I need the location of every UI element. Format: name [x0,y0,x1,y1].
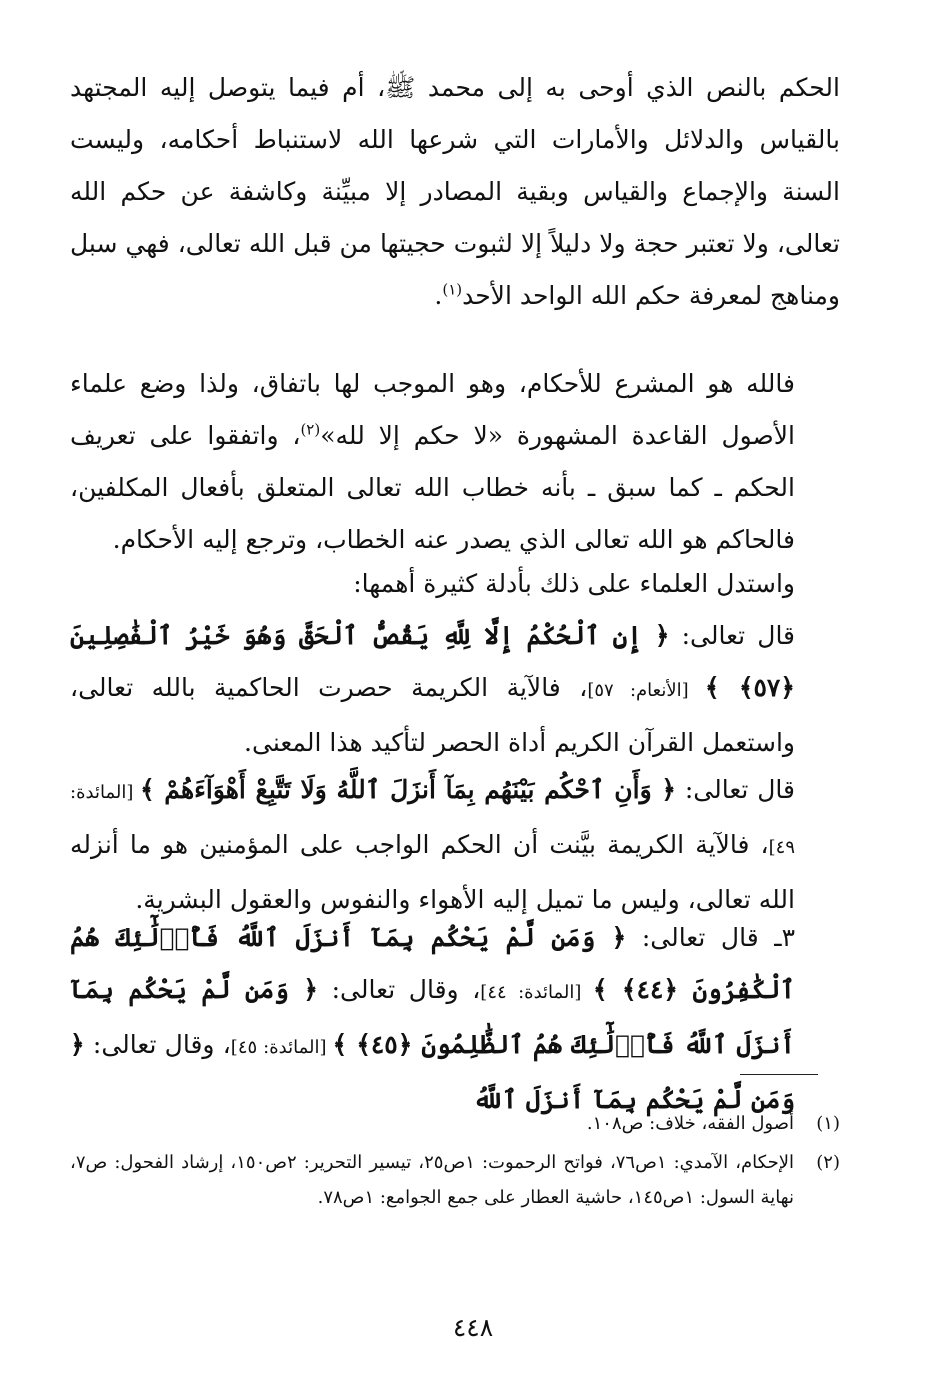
evidence-text: ، وقال تعالى: [84,1030,231,1059]
paragraph-continuation [70,62,840,322]
verse-reference: [المائدة: ٤٥] [230,1037,333,1058]
evidence-intro: ٣ـ قال تعالى: [626,923,795,952]
quran-verse: ﴿ وَمَن لَّمْ يَحْكُم بِمَآ أَنزَلَ ٱللَّهُ فَأُو۟لَٰٓئِكَ هُمُ ٱلظَّٰلِمُونَ ﴿٤٥﴾ ﴾ [70,975,795,1059]
paragraph-text: الحكم بالنص الذي أوحى به إلى محمد ﷺ، أم فيما يتوصل إليه المجتهد بالقياس والدلائل والأمارات التي شرعها الله لاستنباط أحكامه، وليست السنة والإجماع والقياس وبقية المصادر إلا مبيِّنة وكاشفة عن حكم الله تعالى، ولا تعتبر حجة ولا دليلاً إلا لثبوت حجيتها من قبل الله تعالى، فهي سبل ومناهج لمعرفة حكم الله الواحد الأحد [70,73,840,310]
footnote-marker: (١) [442,280,463,299]
verse-reference: [الأنعام: ٥٧] [587,680,705,701]
evidence-item-3 [70,912,840,1126]
quran-verse: ﴿ وَمَن لَّمْ يَحْكُم بِمَآ أَنزَلَ ٱللَّهُ [70,1030,795,1114]
footnotes [70,1106,840,1219]
footnote-marker: (٢) [300,420,321,439]
evidence-text: ، فالآية الكريمة حصرت الحاكمية بالله تعالى، واستعمل القرآن الكريم أداة الحصر لتأكيد هذا المعنى. [70,673,795,757]
footnote-text: الإحكام، الآمدي: ١ص٧٦، فواتح الرحموت: ١ص٢٥، تيسير التحرير: ٢ص١٥٠، إرشاد الفحول: ص٧، نهاية السول: ١ص١٤٥، حاشية العطار على جمع الجوامع: ١ص٧٨. [70,1152,794,1208]
quran-verse: ﴿ وَمَن لَّمْ يَحْكُم بِمَآ أَنزَلَ ٱللَّهُ فَأُو۟لَٰٓئِكَ هُمُ ٱلْكَٰفِرُونَ ﴿٤٤﴾ ﴾ [70,923,795,1004]
evidence-intro: قال تعالى: [675,775,795,804]
page-number: ٤٤٨ [452,1313,494,1342]
verse-reference: [المائدة: ٤٩] [70,782,795,858]
evidence-item-1 [70,610,840,769]
footnote-text: أصول الفقه، خلاف: ص١٠٨. [586,1113,794,1134]
footnote-number: (٢) [816,1152,840,1173]
verse-reference: [المائدة: ٤٤] [480,982,593,1003]
evidence-item-2 [70,764,840,926]
quran-verse: ﴿ وَأَنِ ٱحْكُم بَيْنَهُم بِمَآ أَنزَلَ ٱللَّهُ وَلَا تَتَّبِعْ أَهْوَآءَهُمْ ﴾ [140,775,676,804]
evidence-text: ، فالآية الكريمة بيَّنت أن الحكم الواجب على المؤمنين هو ما أنزله الله تعالى، وليس ما تميل إليه الأهواء والنفوس والعقول البشرية. [70,830,795,914]
evidence-intro: قال تعالى: [669,621,796,650]
paragraph-hakim [70,358,840,566]
footnote-item [70,1145,840,1215]
evidence-text: ، وقال تعالى: [318,975,481,1004]
paragraph-text: واستدل العلماء على ذلك بأدلة كثيرة أهمها: [353,569,795,598]
quran-verse: ﴿ إِنِ ٱلْحُكْمُ إِلَّا لِلَّهِ يَقُصُّ ٱلْحَقَّ وَهُوَ خَيْرُ ٱلْفَٰصِلِينَ ﴿٥٧﴾ ﴾ [70,621,795,702]
footnote-number: (١) [816,1113,840,1134]
paragraph-evidence-intro [70,558,840,610]
footnote-divider [740,1074,818,1075]
paragraph-text: فالله هو المشرع للأحكام، وهو الموجب لها باتفاق، ولذا وضع علماء الأصول القاعدة المشهورة «لا حكم إلا لله» [70,369,795,450]
paragraph-end: . [434,281,443,310]
paragraph-text: ، واتفقوا على تعريف الحكم ـ كما سبق ـ بأنه خطاب الله تعالى المتعلق بأفعال المكلفين، فالحاكم هو الله تعالى الذي يصدر عنه الخطاب، وترجع إليه الأحكام. [70,421,795,554]
footnote-item [70,1106,840,1141]
